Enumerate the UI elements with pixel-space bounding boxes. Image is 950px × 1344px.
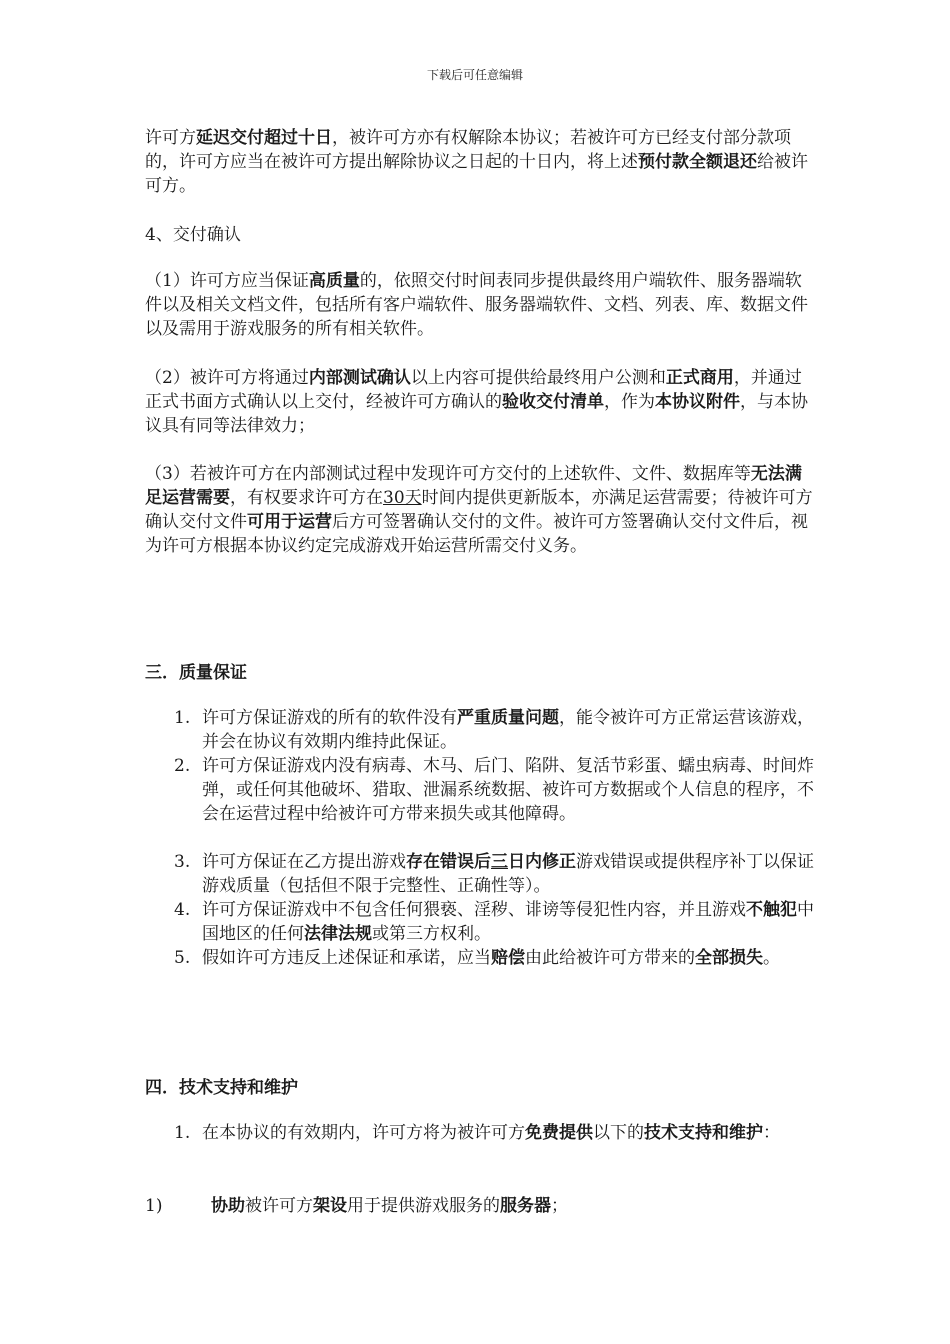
section-title-quality-assurance: 三．质量保证 [145,663,247,683]
list-number: 1. [174,708,191,728]
list-item-text: 假如许可方违反上述保证和承诺，应当赔偿由此给被许可方带来的全部损失。 [202,948,780,968]
paragraph-clause-3: （3）若被许可方在内部测试过程中发现许可方交付的上述软件、文件、数据库等无法满足运营需要，有权要求许可方在30天时间内提供更新版本，亦满足运营需要；待被许可方确认交付文件可用于运营后方可签署确认交付的文件。被许可方签署确认交付文件后，视为许可方根据本协议约定完成游戏开始运营所需交付义务。 [145,464,813,556]
list-item [145,754,825,826]
page-header: 下载后可任意编辑 [426,68,523,82]
list-item-text: 许可方保证游戏的所有的软件没有严重质量问题，能令被许可方正常运营该游戏，并会在协议有效期内维持此保证。 [202,708,814,752]
support-list [145,1121,825,1145]
quality-list [145,706,825,970]
list-item [145,898,825,946]
list-number: 2. [174,756,191,776]
list-item [145,946,825,970]
section-title-tech-support: 四．技术支持和维护 [145,1078,298,1098]
list-item-text: 许可方保证游戏中不包含任何猥亵、淫秽、诽谤等侵犯性内容，并且游戏不触犯中国地区的任何法律法规或第三方权利。 [202,900,814,944]
paragraph-delivery-delay: 许可方延迟交付超过十日，被许可方亦有权解除本协议；若被许可方已经支付部分款项的，许可方应当在被许可方提出解除协议之日起的十日内，将上述预付款全额退还给被许可方。 [145,128,808,196]
list-number: 1. [174,1123,191,1143]
list-number: 3. [174,852,191,872]
section-title-delivery-confirmation: 4、交付确认 [145,225,241,245]
list-item-text: 许可方保证在乙方提出游戏存在错误后三日内修正游戏错误或提供程序补丁以保证游戏质量（包括但不限于完整性、正确性等）。 [202,852,814,896]
list-item [145,850,825,898]
list-item-text: 许可方保证游戏内没有病毒、木马、后门、陷阱、复活节彩蛋、蠕虫病毒、时间炸弹，或任何其他破坏、猎取、泄漏系统数据、被许可方数据或个人信息的程序，不会在运营过程中给被许可方带来损失或其他障碍。 [202,756,814,824]
list-number: 5. [174,948,191,968]
paragraph-clause-2: （2）被许可方将通过内部测试确认以上内容可提供给最终用户公测和正式商用，并通过正式书面方式确认以上交付，经被许可方确认的验收交付清单，作为本协议附件，与本协议具有同等法律效力； [145,368,808,436]
list-item-text: 在本协议的有效期内，许可方将为被许可方免费提供以下的技术支持和维护： [202,1123,780,1143]
sub-list-item-text: 协助被许可方架设用于提供游戏服务的服务器； [211,1196,568,1216]
list-item [145,706,825,754]
paragraph-clause-1: （1）许可方应当保证高质量的，依照交付时间表同步提供最终用户端软件、服务器端软件以及相关文档文件，包括所有客户端软件、服务器端软件、文档、列表、库、数据文件以及需用于游戏服务的所有相关软件。 [145,271,808,339]
list-number: 4. [174,900,191,920]
sub-list-number: 1) [145,1196,163,1216]
list-item [145,1121,825,1145]
